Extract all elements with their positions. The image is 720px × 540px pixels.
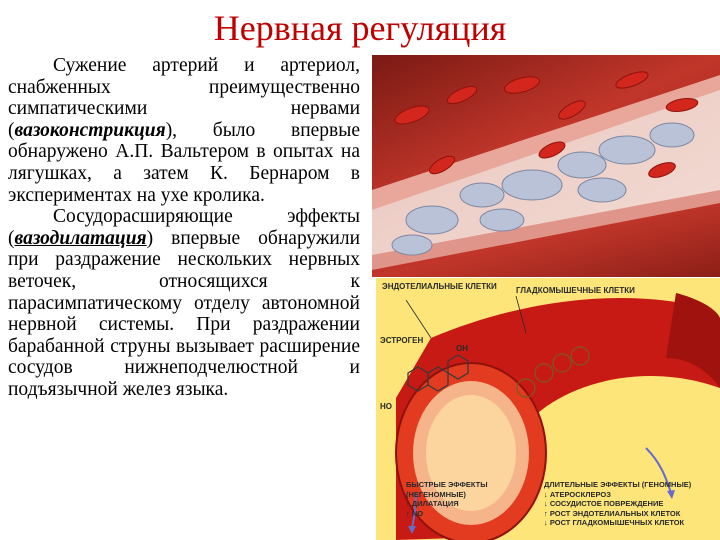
body-text (8, 55, 360, 401)
fast-effects-title: БЫСТРЫЕ ЭФФЕКТЫ (НЕГЕНОМНЫЕ) (406, 480, 488, 499)
paragraph-vasodilation (8, 206, 360, 400)
blood-vessel-illustration (372, 55, 720, 277)
fast-effect-item: ↑ ДИЛАТАЦИЯ (406, 499, 459, 508)
fast-effect-item: ↑ NO (406, 508, 424, 518)
term-vasodilation: вазодилатация (14, 227, 147, 249)
blood-vessel-photo (372, 55, 720, 277)
long-effects-block (544, 480, 691, 528)
label-endothelial-cells: ЭНДОТЕЛИАЛЬНЫЕ КЛЕТКИ (382, 282, 497, 291)
long-effect-item: ↓ АТЕРОСКЛЕРОЗ (544, 489, 611, 499)
paragraph-vasoconstriction (8, 55, 360, 206)
label-estrogen: ЭСТРОГЕН (380, 336, 424, 345)
label-ho: HO (380, 402, 392, 411)
estrogen-vessel-diagram (376, 278, 720, 540)
paragraph1-text-start: Сужение артерий и артериол, снабженных преимущественно симпатическими нервами ( (8, 55, 360, 141)
long-effect-item: ↓ СОСУДИСТОЕ ПОВРЕЖДЕНИЕ (544, 499, 664, 508)
paragraph2-text-start: Сосудорасширяющие эффекты ( (8, 206, 360, 249)
label-smooth-muscle-cells: ГЛАДКОМЫШЕЧНЫЕ КЛЕТКИ (516, 286, 635, 295)
fast-effects-block (406, 480, 521, 518)
long-effect-item: ↑ РОСТ ЭНДОТЕЛИАЛЬНЫХ КЛЕТОК (544, 508, 681, 518)
slide-title: Нервная регуляция (213, 8, 507, 48)
label-oh: OH (456, 344, 468, 353)
long-effects-title: ДЛИТЕЛЬНЫЕ ЭФФЕКТЫ (ГЕНОМНЫЕ) (544, 480, 692, 489)
paragraph1-text-end: ), было впервые обнаружено А.П. Вальтером в опытах на лягушках, а затем К. Бернаром в экспериментах на ухе кролика. (8, 119, 360, 206)
term-vasoconstriction: вазоконстрикция (14, 119, 166, 141)
paragraph2-text-end: ) впервые обнаружили при раздражение нескольких нервных веточек, относящихся к парасимпатическому отделу автономной нервной системы. При раздражении барабанной струны вызывает расширение сосудов нижнеподчелюстной и подъязычной желез языка. (8, 227, 360, 400)
long-effect-item: ↓ РОСТ ГЛАДКОМЫШЕЧНЫХ КЛЕТОК (544, 518, 685, 527)
